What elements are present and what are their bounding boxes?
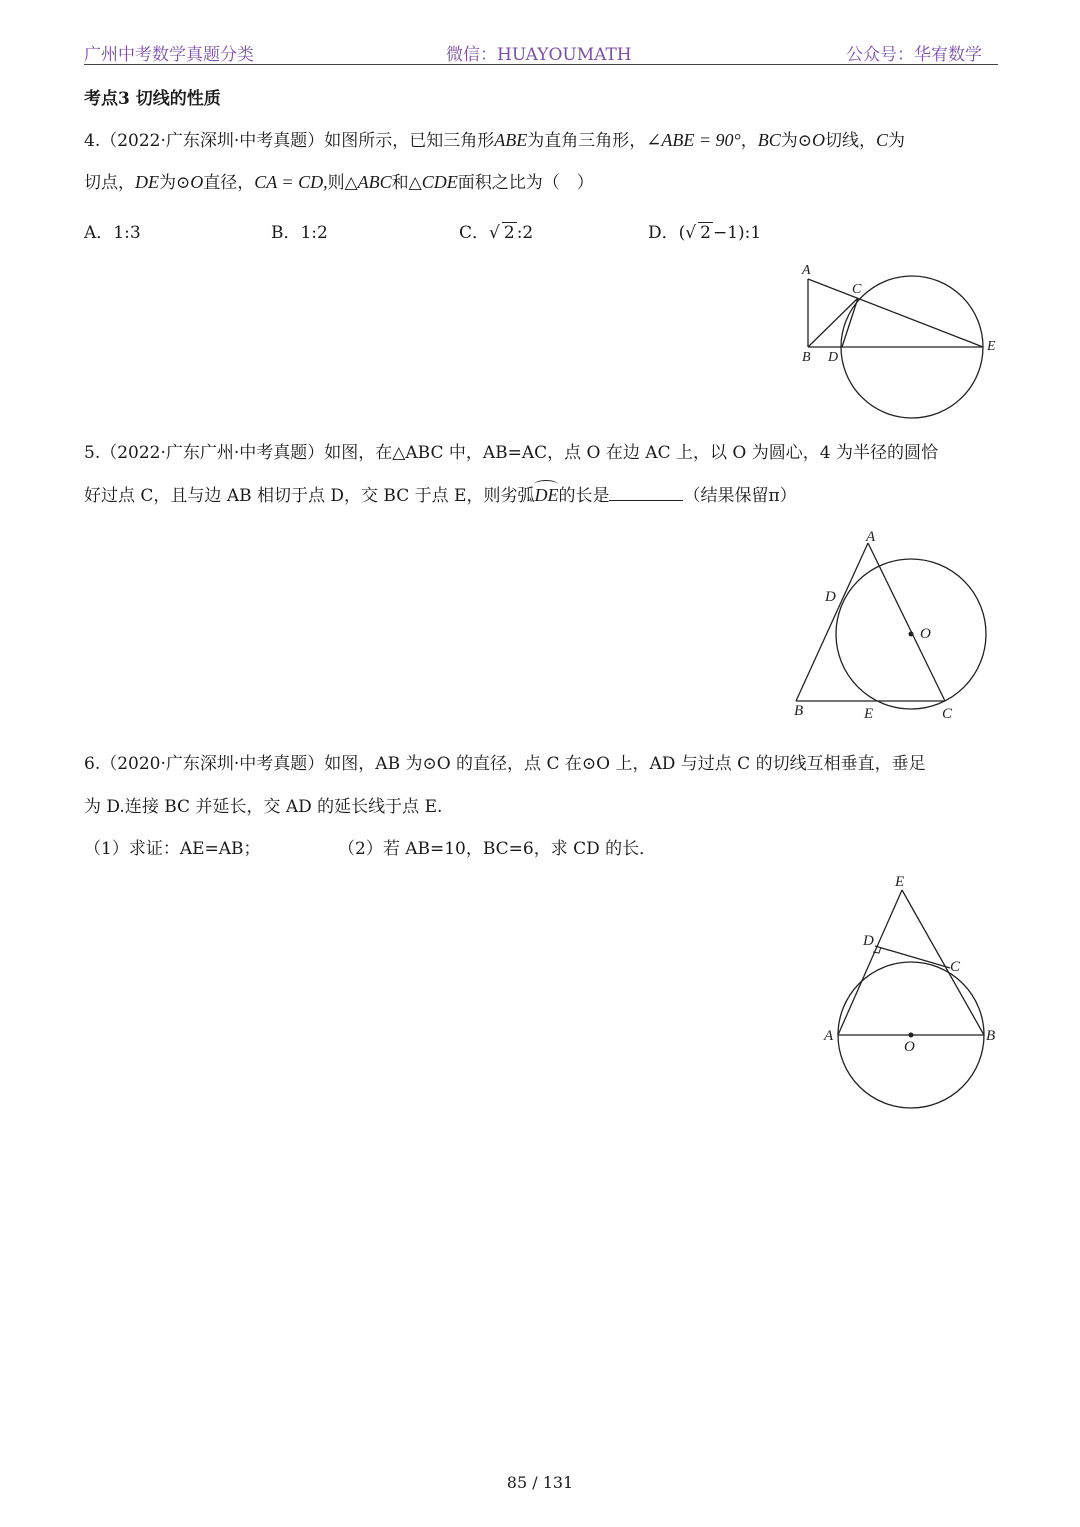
q4-segment-ae xyxy=(808,279,983,347)
q4-math: ABE xyxy=(494,130,528,150)
q4-option-d: D．(√ 2 −1):1 xyxy=(648,223,762,243)
q4-label-c: C xyxy=(852,282,862,297)
q4-option-c: C．√ 2 :2 xyxy=(459,223,534,243)
q5-label-o: O xyxy=(920,626,931,642)
q4-text: 面积之比为（ ） xyxy=(457,173,594,193)
q4-math: BC xyxy=(757,130,781,150)
q4-text: 为 xyxy=(888,131,905,151)
q4-math: DE xyxy=(135,172,159,192)
q5-answer-blank xyxy=(609,484,683,501)
q5-label-b: B xyxy=(794,703,804,719)
q4-math: O xyxy=(811,130,825,150)
q6-label-b: B xyxy=(986,1028,996,1044)
q4-text: 为⊙ xyxy=(780,131,812,151)
q5-label-d: D xyxy=(825,589,836,605)
q5-line1: 5.（2022·广东广州·中考真题）如图，在△ABC 中，AB=AC，点 O 在边 AC 上，以 O 为圆心，4 为半径的圆恰 xyxy=(84,443,938,463)
option-label: C． xyxy=(459,223,490,243)
q4-math: O xyxy=(190,172,204,192)
q4-line1 xyxy=(84,126,905,151)
q4-text: 4.（2022·广东深圳·中考真题）如图所示，已知三角形 xyxy=(84,131,495,151)
header-wechat: 微信：HUAYOUMATH xyxy=(446,45,632,65)
q4-label-e: E xyxy=(987,339,996,354)
q4-text: 为⊙ xyxy=(159,173,191,193)
q4-line2 xyxy=(84,168,594,193)
q4-text: ， xyxy=(740,131,758,151)
radicand: 2 xyxy=(700,223,711,243)
option-label: D． xyxy=(648,223,679,243)
q4-figure xyxy=(790,258,1010,423)
q4-text: 切线， xyxy=(824,131,876,151)
q5-text: （结果保留π） xyxy=(683,486,797,506)
q4-label-a: A xyxy=(802,263,811,278)
q5-text: 好过点 C，且与边 AB 相切于点 D，交 BC 于点 E，则劣弧 xyxy=(84,486,535,506)
q6-figure xyxy=(815,868,1005,1113)
q4-text: 和△ xyxy=(391,173,422,193)
q5-text: 的长是 xyxy=(558,486,610,506)
q4-text: 切点， xyxy=(84,173,135,193)
q4-math: ∠ABE = 90° xyxy=(646,130,741,150)
q4-math: CA = CD, xyxy=(254,172,328,192)
q4-label-b: B xyxy=(802,350,811,365)
option-text: :2 xyxy=(516,223,534,243)
q6-part2: （2）若 AB=10，BC=6，求 CD 的长． xyxy=(338,839,657,859)
q5-label-c: C xyxy=(942,706,953,722)
q4-option-a: A．1:3 xyxy=(84,223,141,243)
q4-option-b: B．1:2 xyxy=(271,223,328,243)
q5-label-e: E xyxy=(864,706,874,722)
option-text: −1):1 xyxy=(712,223,762,243)
q5-arc-de: DE xyxy=(534,481,558,506)
q6-segment-ae xyxy=(838,890,902,1035)
q4-label-d: D xyxy=(828,350,839,365)
q5-segment-ac xyxy=(868,543,945,701)
radicand: 2 xyxy=(503,223,515,243)
q6-label-o: O xyxy=(904,1039,915,1055)
option-text: ( xyxy=(678,223,686,243)
q4-text: 为直角三角形， xyxy=(527,131,647,151)
q6-segment-dc xyxy=(875,946,950,968)
q6-label-e: E xyxy=(895,874,905,890)
q5-segment-ab xyxy=(796,543,868,701)
q6-label-a: A xyxy=(824,1028,834,1044)
section-title: 考点3 切线的性质 xyxy=(84,89,221,109)
q4-text: 直径， xyxy=(203,173,255,193)
q5-center-point xyxy=(909,632,914,637)
q5-line2 xyxy=(84,481,797,506)
q4-text: 则△ xyxy=(327,173,358,193)
q6-label-d: D xyxy=(863,933,874,949)
header-left-title: 广州中考数学真题分类 xyxy=(84,45,254,65)
q6-line2: 为 D.连接 BC 并延长，交 AD 的延长线于点 E. xyxy=(84,797,443,817)
q6-line1: 6.（2020·广东深圳·中考真题）如图，AB 为⊙O 的直径，点 C 在⊙O 上，AD 与过点 C 的切线互相垂直，垂足 xyxy=(84,754,926,774)
header-official-account: 公众号：华宥数学 xyxy=(846,45,982,65)
q6-label-c: C xyxy=(950,959,961,975)
q5-figure xyxy=(785,522,1000,727)
q4-math: C xyxy=(875,130,888,150)
q6-part1: （1）求证：AE=AB； xyxy=(84,839,261,859)
page-header xyxy=(84,36,998,65)
q6-center-point xyxy=(909,1033,914,1038)
page-number: 85 / 131 xyxy=(506,1473,574,1492)
q4-math: CDE xyxy=(421,172,458,192)
q5-label-a: A xyxy=(866,529,876,545)
q4-math: ABC xyxy=(357,172,392,192)
